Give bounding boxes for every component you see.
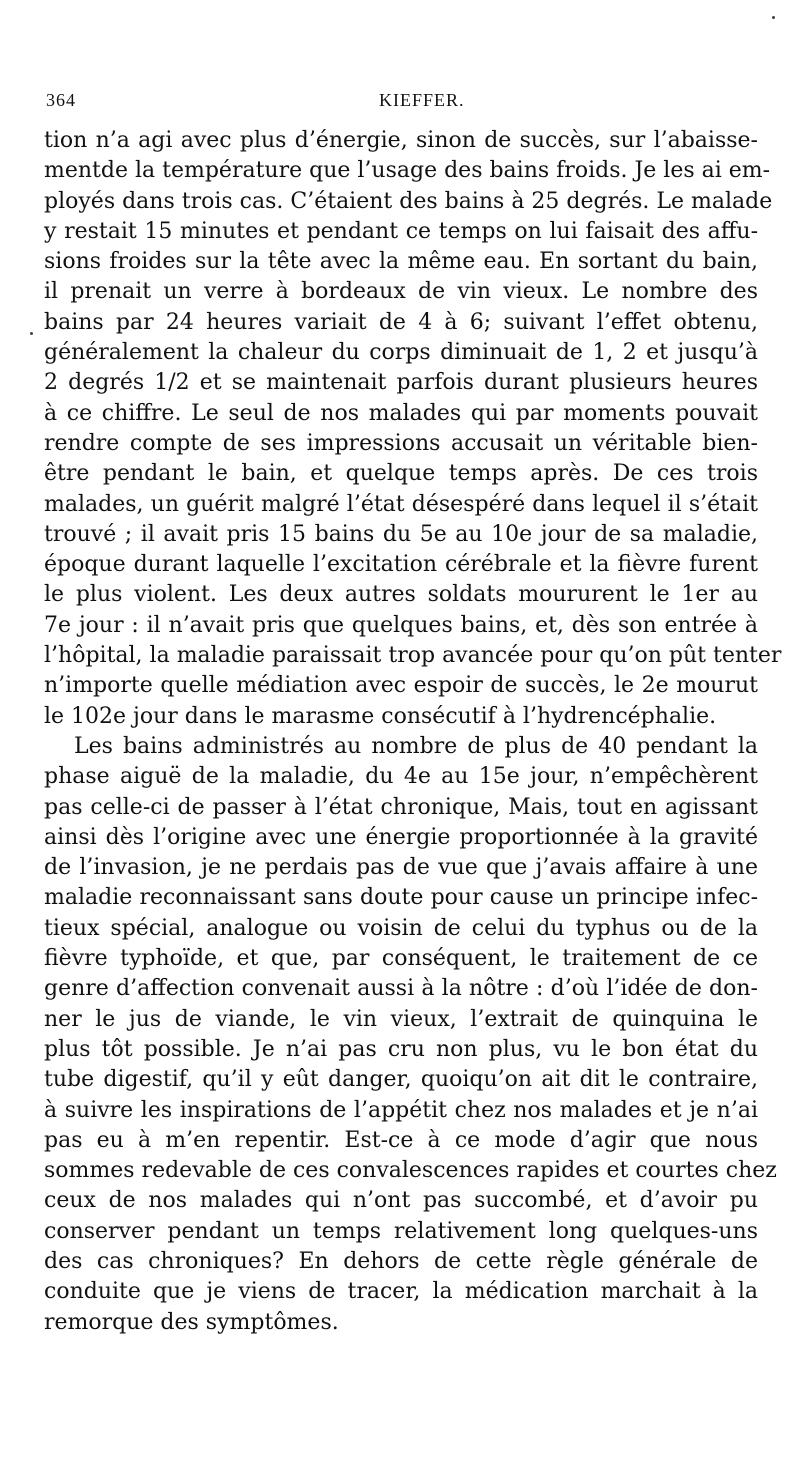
text-line: remorque des symptômes.: [44, 1309, 339, 1335]
running-head-author: KIEFFER.: [379, 90, 465, 110]
text-line: ceux de nos malades qui n’ont pas succombé, et d’avoir pu: [44, 1188, 758, 1214]
text-line: pas celle-ci de passer à l’état chronique, Mais, tout en agissant: [44, 794, 758, 820]
scan-speck: [772, 16, 775, 19]
text-line: à ce chiffre. Le seul de nos malades qui par moments pouvait: [44, 400, 758, 426]
text-line: l’hôpital, la maladie paraissait trop avancée pour qu’on pût tenter: [44, 643, 782, 669]
text-line: sommes redevable de ces convalescences rapides et courtes chez: [44, 1158, 777, 1184]
text-line: tube digestif, qu’il y eût danger, quoiqu’on ait dit le contraire,: [44, 1067, 758, 1093]
text-line: maladie reconnaissant sans doute pour cause un principe infec-: [44, 885, 758, 911]
text-line: être pendant le bain, et quelque temps après. De ces trois: [44, 461, 758, 487]
text-line: le plus violent. Les deux autres soldats moururent le 1er au: [44, 582, 758, 608]
text-line: à suivre les inspirations de l’appétit chez nos malades et je n’ai: [44, 1097, 758, 1123]
text-line: ployés dans trois cas. C’étaient des bains à 25 degrés. Le malade: [44, 188, 773, 214]
text-line: ner le jus de viande, le vin vieux, l’extrait de quinquina le: [44, 1006, 758, 1032]
text-line: ainsi dès l’origine avec une énergie proportionnée à la gravité: [44, 824, 758, 850]
text-line: des cas chroniques? En dehors de cette règle générale de: [44, 1248, 758, 1274]
text-line: tieux spécial, analogue ou voisin de celui du typhus ou de la: [44, 915, 758, 941]
running-head: [44, 90, 758, 120]
scan-speck: [30, 332, 33, 335]
page-number: 364: [46, 90, 76, 110]
text-line: conserver pendant un temps relativement long quelques-uns: [44, 1218, 758, 1244]
text-line: généralement la chaleur du corps diminuait de 1, 2 et jusqu’à: [44, 340, 758, 366]
text-line: sions froides sur la tête avec la même eau. En sortant du bain,: [44, 249, 758, 275]
text-line: 7e jour : il n’avait pris que quelques bains, et, dès son entrée à: [44, 612, 758, 638]
text-line: fièvre typhoïde, et que, par conséquent, le traitement de ce: [44, 946, 758, 972]
text-line: époque durant laquelle l’excitation cérébrale et la fièvre furent: [44, 552, 758, 578]
text-line: Les bains administrés au nombre de plus de 40 pendant la: [74, 733, 758, 759]
body-text: [44, 126, 782, 1338]
text-line: de l’invasion, je ne perdais pas de vue que j’avais affaire à une: [44, 855, 758, 881]
text-line: 2 degrés 1/2 et se maintenait parfois durant plusieurs heures: [44, 370, 758, 396]
text-line: pas eu à m’en repentir. Est-ce à ce mode d’agir que nous: [44, 1127, 758, 1153]
text-line: genre d’affection convenait aussi à la nôtre : d’où l’idée de don-: [44, 976, 758, 1002]
text-line: tion n’a agi avec plus d’énergie, sinon de succès, sur l’abaisse-: [44, 128, 758, 153]
text-line: conduite que je viens de tracer, la médication marchait à la: [44, 1279, 758, 1305]
text-line: malades, un guérit malgré l’état désespéré dans lequel il s’était: [44, 491, 758, 517]
text-line: n’importe quelle médiation avec espoir de succès, le 2e mourut: [44, 673, 758, 699]
text-line: il prenait un verre à bordeaux de vin vieux. Le nombre des: [44, 279, 758, 305]
text-line: plus tôt possible. Je n’ai pas cru non plus, vu le bon état du: [44, 1036, 758, 1062]
text-line: phase aiguë de la maladie, du 4e au 15e jour, n’empêchèrent: [44, 764, 758, 790]
text-line: bains par 24 heures variait de 4 à 6; suivant l’effet obtenu,: [44, 309, 758, 335]
book-page: [44, 90, 782, 1338]
text-line: rendre compte de ses impressions accusait un véritable bien-: [44, 430, 758, 456]
text-line: trouvé ; il avait pris 15 bains du 5e au 10e jour de sa maladie,: [44, 521, 758, 547]
text-line: mentde la température que l’usage des bains froids. Je les ai em-: [44, 158, 771, 184]
text-line: y restait 15 minutes et pendant ce temps on lui faisait des affu-: [44, 218, 758, 244]
text-line: le 102e jour dans le marasme consécutif à l’hydrencéphalie.: [44, 703, 717, 729]
